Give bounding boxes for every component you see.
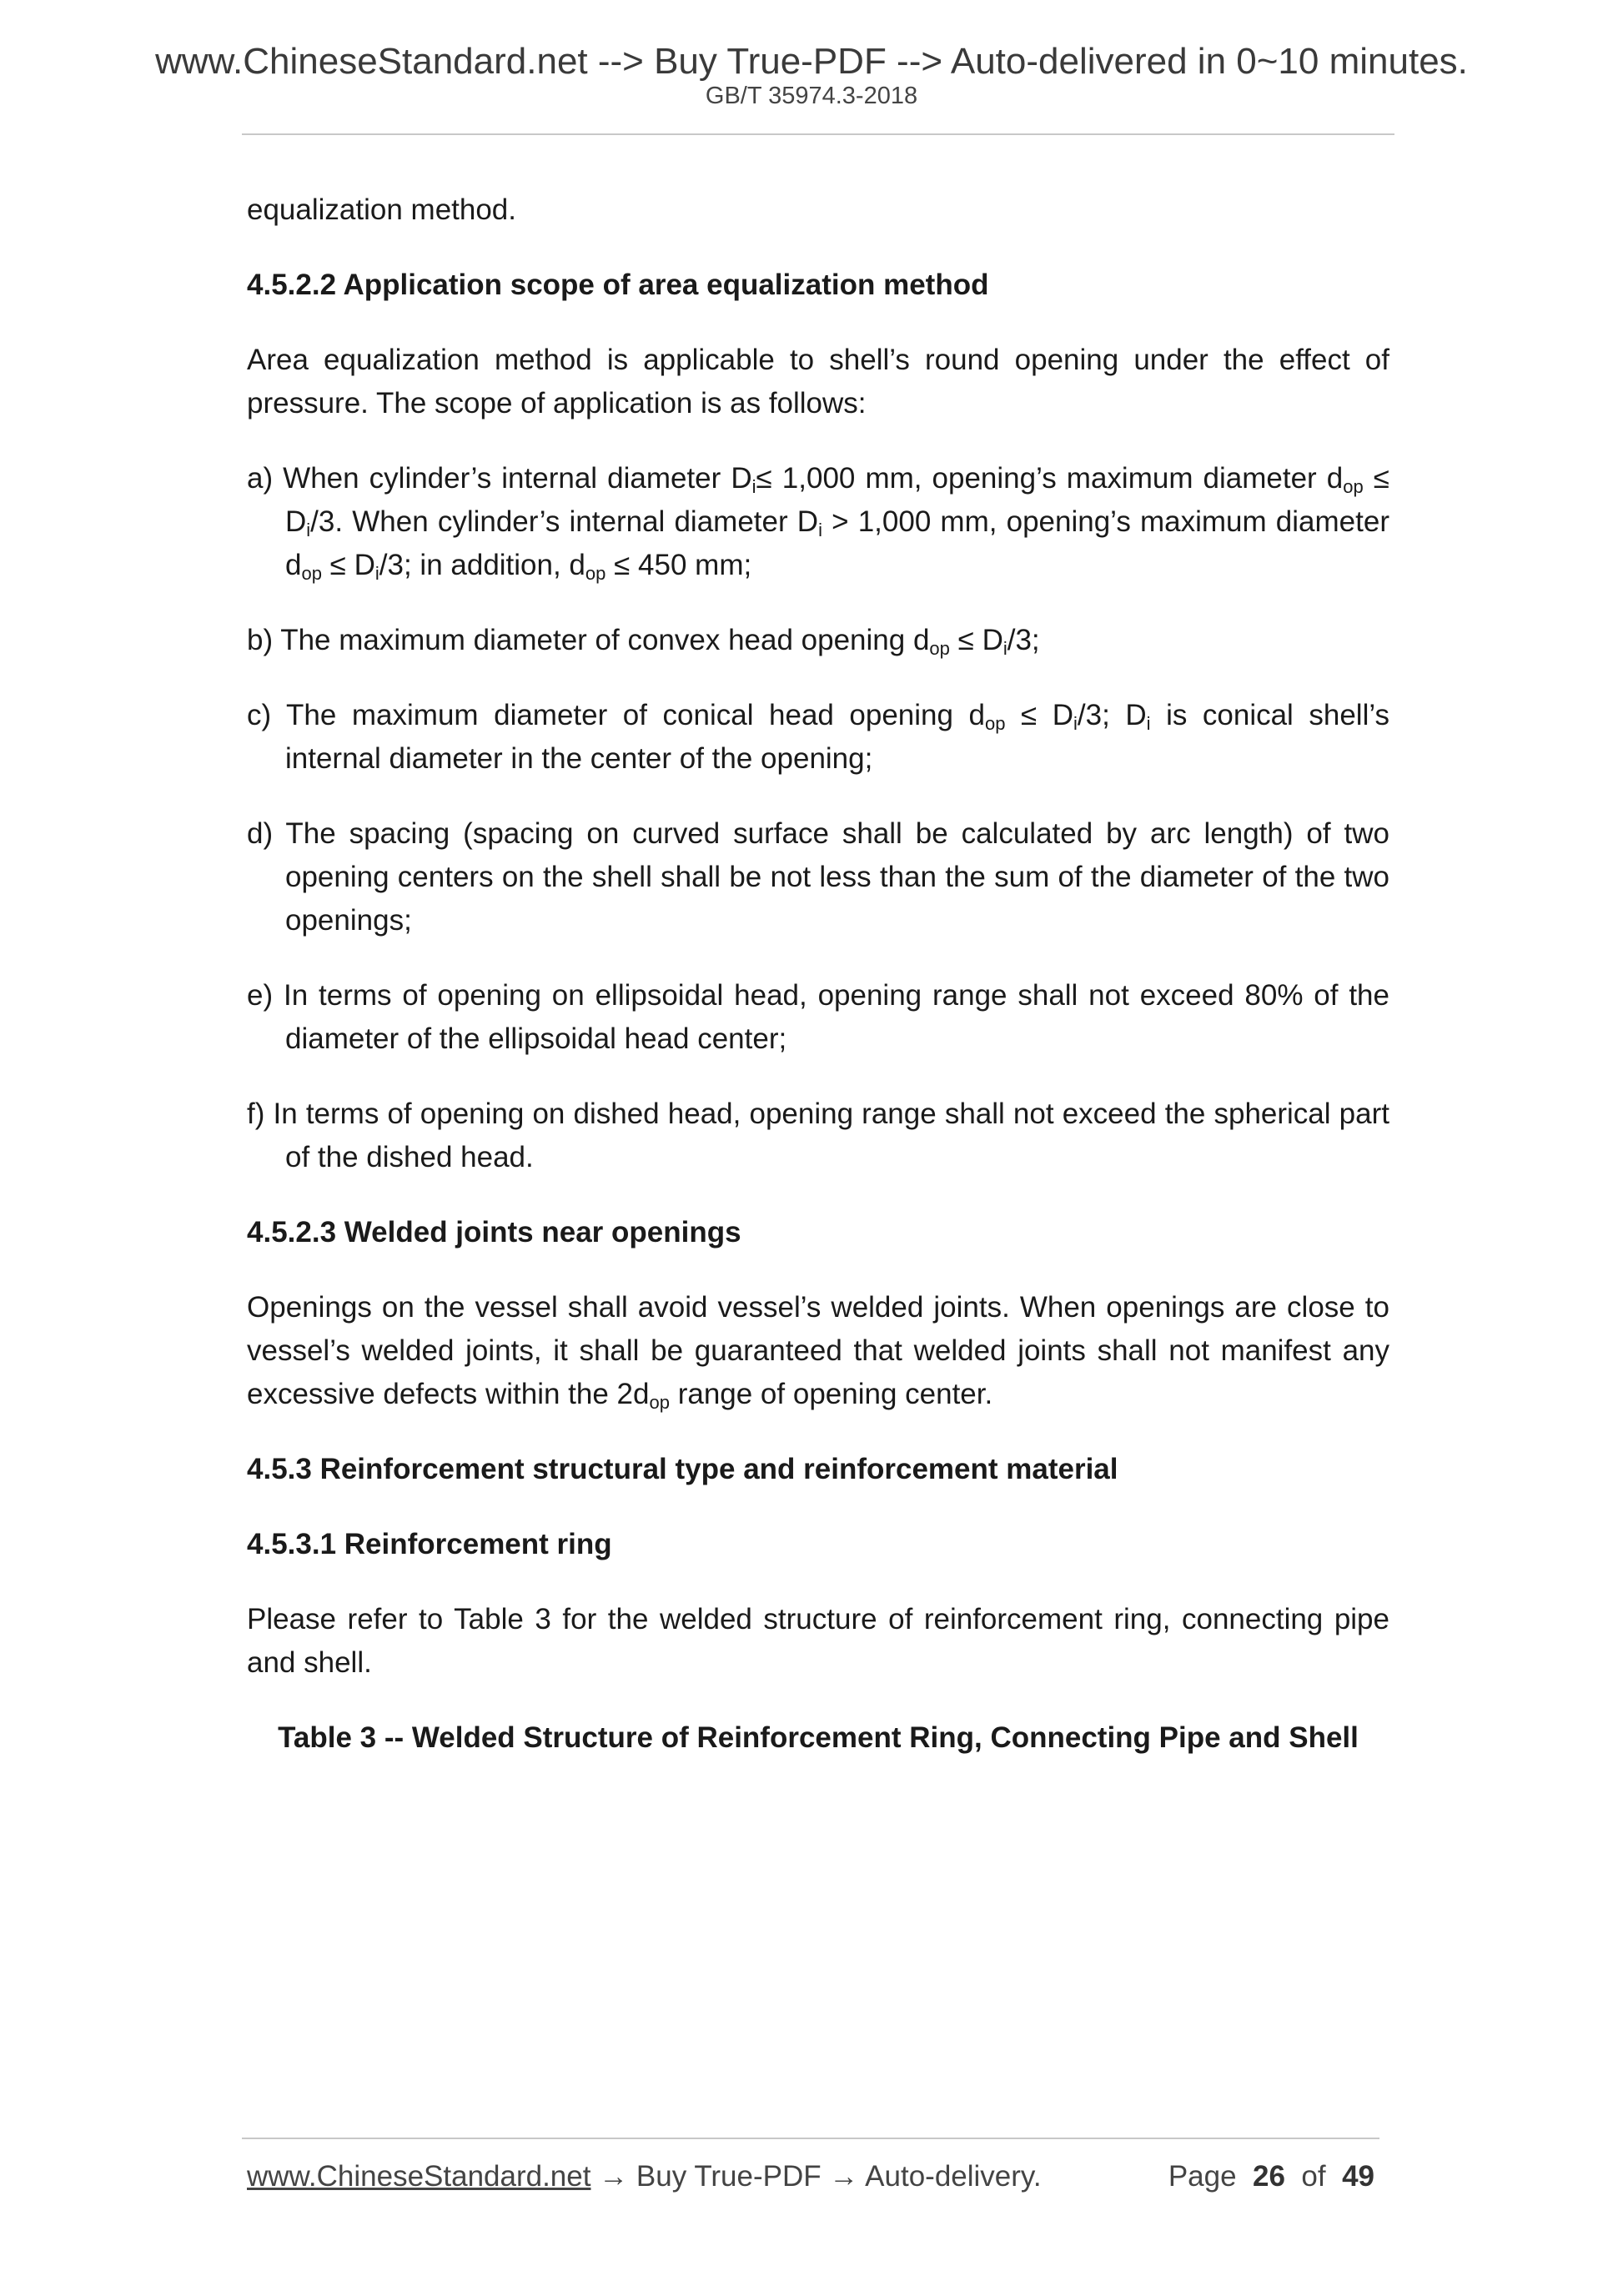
- site-banner[interactable]: www.ChineseStandard.net --> Buy True-PDF --> Auto-delivered in 0~10 minutes.: [155, 41, 1468, 82]
- footer-promo-text: → Buy True-PDF → Auto-delivery.: [590, 2160, 1042, 2193]
- section-heading-4-5-3-1: 4.5.3.1 Reinforcement ring: [247, 1528, 612, 1560]
- section-heading-4-5-2-2: 4.5.2.2 Application scope of area equalization method: [247, 269, 989, 301]
- list-item-a: a) When cylinder’s internal diameter $D_i\le 1,000$ mm, opening’s maximum diameter $d_{op} \le D_i/3$. When cylinder’s internal diameter $D_i > 1,000$ mm, opening’s maximum diameter $d_{op} \le D_i/3$; in addition, $d_{op} \le 450$ mm;: [247, 462, 1389, 584]
- welded-joints-paragraph: Openings on the vessel shall avoid vessel’s welded joints. When openings are close to vessel’s welded joints, it shall be guaranteed that welded joints shall not manifest any excessive defects within the $2d_{op}$ range of opening center.: [247, 1291, 1389, 1413]
- current-page-number: 26: [1253, 2160, 1285, 2193]
- table-reference-paragraph: Please refer to Table 3 for the welded structure of reinforcement ring, connecting pipe and shell.: [247, 1603, 1389, 1679]
- footer-site-link[interactable]: www.ChineseStandard.net: [247, 2160, 591, 2193]
- scope-paragraph: Area equalization method is applicable to shell’s round opening under the effect of pressure. The scope of application is as follows:: [247, 344, 1389, 420]
- list-item-c: c) The maximum diameter of conical head opening $d_{op} \le D_i/3$; $D_i$ is conical shell’s internal diameter in the center of the opening;: [247, 699, 1389, 775]
- list-item-f: f) In terms of opening on dished head, opening range shall not exceed the spherical part of the dished head.: [247, 1098, 1389, 1173]
- list-item-d: d) The spacing (spacing on curved surface shall be calculated by arc length) of two opening centers on the shell shall be not less than the sum of the diameter of the two openings;: [247, 817, 1389, 937]
- table-caption: Table 3 -- Welded Structure of Reinforcement Ring, Connecting Pipe and Shell: [278, 1721, 1359, 1754]
- page-indicator: Page 26 of 49: [1168, 2160, 1374, 2193]
- continued-paragraph: equalization method.: [247, 193, 516, 226]
- footer-promo: [247, 2160, 1042, 2193]
- total-page-count: 49: [1342, 2160, 1374, 2193]
- list-item-e: e) In terms of opening on ellipsoidal head, opening range shall not exceed 80% of the diameter of the ellipsoidal head center;: [247, 979, 1389, 1055]
- page-footer: [247, 2160, 1374, 2193]
- document-number: GB/T 35974.3-2018: [705, 83, 918, 109]
- section-heading-4-5-3: 4.5.3 Reinforcement structural type and reinforcement material: [247, 1453, 1118, 1485]
- page-content: [247, 188, 1389, 1760]
- list-item-b: b) The maximum diameter of convex head opening $d_{op} \le D_i/3$;: [247, 624, 1040, 659]
- section-heading-4-5-2-3: 4.5.2.3 Welded joints near openings: [247, 1216, 741, 1248]
- header-divider: [242, 133, 1394, 135]
- footer-divider: [242, 2138, 1379, 2139]
